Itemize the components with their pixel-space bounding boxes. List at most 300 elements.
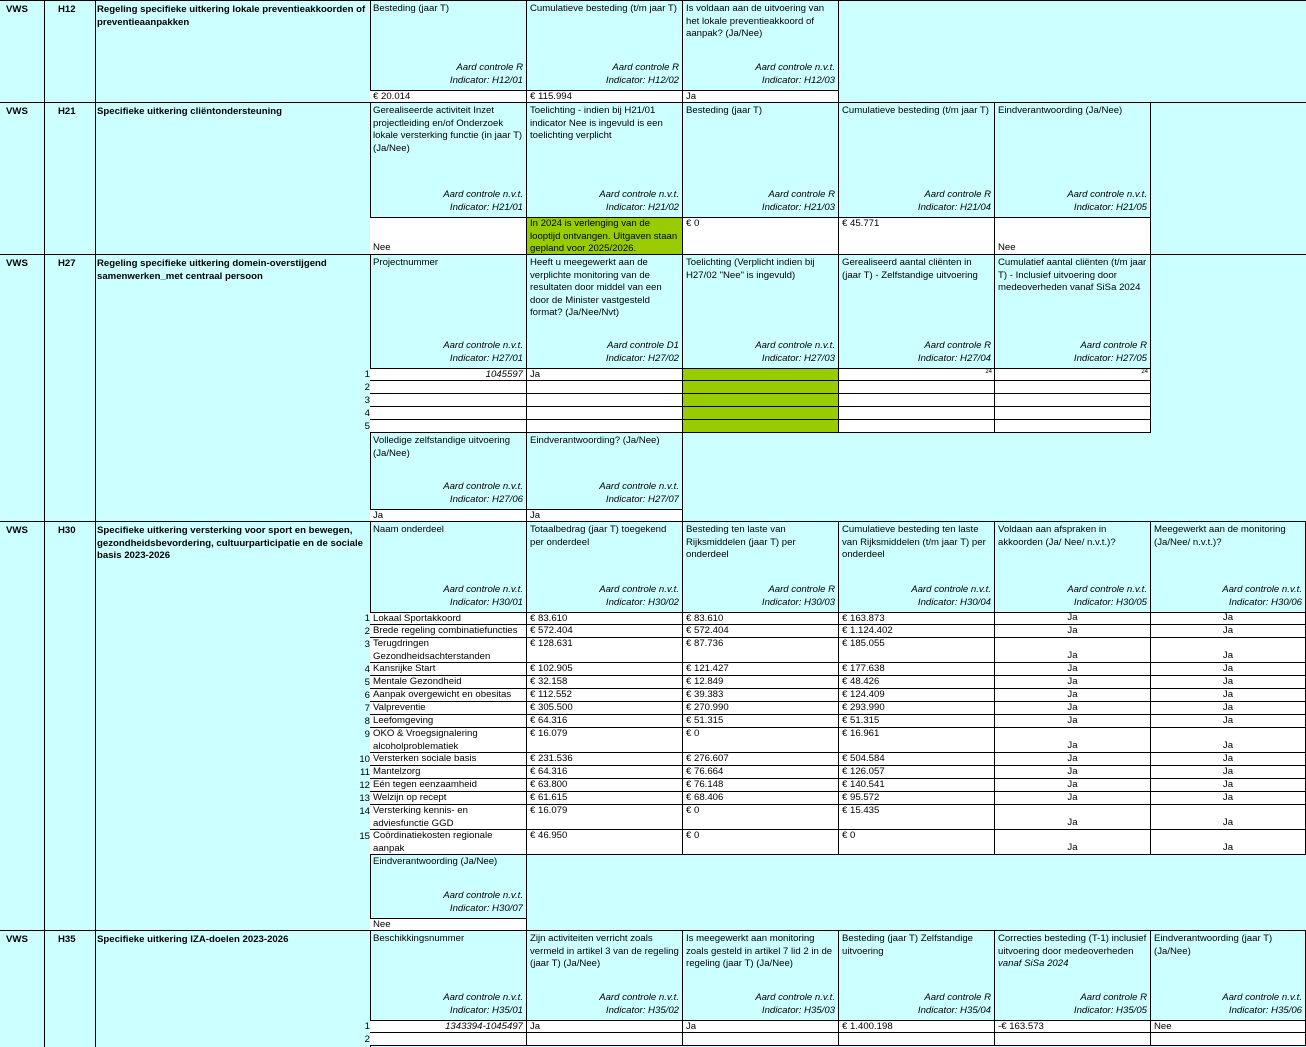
input-cell[interactable] xyxy=(370,217,527,255)
input-cell[interactable]: € 15.435 xyxy=(839,805,995,830)
header-label: Toelichting (Verplicht indien bij H27/02 "Nee" is ingevuld) xyxy=(686,257,815,281)
cell-value: Ja xyxy=(1222,676,1234,687)
cell-value: Ja xyxy=(1222,739,1234,751)
cell-value: Ja xyxy=(1222,649,1234,661)
row-number: 3 xyxy=(364,639,370,650)
header-label: Cumulatief aantal cliënten (t/m jaar T) - Inclusief uitvoering door medeoverheden vanaf SiSa 2024 xyxy=(998,257,1147,293)
header-h30-07 xyxy=(370,854,527,918)
row-number: 1 xyxy=(364,1021,370,1032)
input-cell[interactable]: € 16.079 xyxy=(527,805,683,830)
cell-value: Ja xyxy=(1067,816,1078,828)
input-cell[interactable]: € 87.736 xyxy=(683,638,839,663)
control-type: Aard controle R xyxy=(768,584,835,595)
input-cell[interactable] xyxy=(527,420,683,433)
cell-value: Ja xyxy=(1067,612,1078,623)
header-h30-06 xyxy=(1151,522,1306,612)
indicator-code: Indicator: H27/03 xyxy=(761,352,835,364)
header-h21-03 xyxy=(683,103,839,217)
input-cell[interactable]: € 83.610 xyxy=(683,612,839,625)
input-cell[interactable] xyxy=(995,676,1151,689)
input-cell[interactable] xyxy=(995,792,1151,805)
header-h30-05 xyxy=(995,522,1151,612)
row-number: 1 xyxy=(364,613,370,624)
input-cell[interactable] xyxy=(995,753,1151,766)
row-number: 4 xyxy=(364,664,370,675)
onderdeel-name-cell[interactable]: Lokaal Sportakkoord xyxy=(370,612,527,625)
control-type: Aard controle n.v.t. xyxy=(599,992,679,1003)
input-cell[interactable] xyxy=(1151,612,1306,625)
input-cell[interactable]: € 128.631 xyxy=(527,638,683,663)
indicator-code: Indicator: H27/07 xyxy=(605,493,679,505)
control-type: Aard controle n.v.t. xyxy=(1222,584,1302,595)
indicator-code: Indicator: H30/03 xyxy=(761,596,835,608)
input-cell[interactable] xyxy=(370,407,527,420)
input-cell[interactable] xyxy=(995,420,1151,433)
header-h12-03 xyxy=(683,1,839,90)
control-type: Aard controle n.v.t. xyxy=(1222,992,1302,1003)
header-label: Voldaan aan afspraken in akkoorden (Ja/ Nee/ n.v.t.)? xyxy=(998,524,1116,548)
column-divider xyxy=(44,1,45,103)
column-divider xyxy=(95,103,96,255)
input-cell[interactable]: € 16.961 xyxy=(839,728,995,753)
input-cell[interactable]: € 231.536 xyxy=(527,753,683,766)
input-cell[interactable]: € 64.316 xyxy=(527,715,683,728)
control-type: Aard controle n.v.t. xyxy=(443,890,523,901)
column-divider xyxy=(44,522,45,931)
input-cell[interactable] xyxy=(995,217,1151,255)
onderdeel-name-cell[interactable]: Coördinatiekosten regionale aanpak xyxy=(370,830,527,855)
cell-value: Ja xyxy=(1067,739,1078,751)
header-label: Eindverantwoording? (Ja/Nee) xyxy=(530,435,660,446)
input-cell[interactable]: € 126.057 xyxy=(839,766,995,779)
input-cell[interactable] xyxy=(995,612,1151,625)
header-h27-04 xyxy=(839,255,995,368)
header-h21-05 xyxy=(995,103,1151,217)
ministry-label: VWS xyxy=(6,525,28,536)
indicator-code: Indicator: H35/05 xyxy=(1073,1004,1147,1016)
cell-value: Ja xyxy=(1222,612,1234,623)
input-cell[interactable]: € 12.849 xyxy=(683,676,839,689)
onderdeel-name-cell[interactable]: Aanpak overgewicht en obesitas xyxy=(370,689,527,702)
input-cell[interactable] xyxy=(1151,1033,1306,1046)
header-label: Correcties besteding (T-1) inclusief uitvoering door medeoverheden xyxy=(998,933,1147,957)
onderdeel-name-cell[interactable]: Eén tegen eenzaamheid xyxy=(370,779,527,792)
row-number: 2 xyxy=(364,626,370,637)
input-cell[interactable]: 1343394-1045497 xyxy=(370,1020,527,1033)
input-cell[interactable] xyxy=(683,420,839,433)
input-cell[interactable]: € 76.664 xyxy=(683,766,839,779)
cell-value: Ja xyxy=(1222,753,1234,764)
control-type: Aard controle R xyxy=(924,189,991,200)
input-cell[interactable]: € 270.990 xyxy=(683,702,839,715)
input-cell[interactable] xyxy=(839,381,995,394)
indicator-code: Indicator: H27/01 xyxy=(449,352,523,364)
input-cell[interactable]: € 20.014 xyxy=(370,90,527,103)
cell-value: Ja xyxy=(1067,766,1078,777)
indicator-code: Indicator: H21/03 xyxy=(761,201,835,213)
regulation-title: Specifieke uitkering IZA-doelen 2023-2026 xyxy=(97,934,289,945)
onderdeel-name-cell[interactable]: Versterken sociale basis xyxy=(370,753,527,766)
indicator-code: Indicator: H30/01 xyxy=(449,596,523,608)
input-cell[interactable] xyxy=(527,407,683,420)
input-cell[interactable] xyxy=(995,1033,1151,1046)
header-label: Is meegewerkt aan monitoring zoals gesteld in artikel 7 lid 2 in de regeling (jaar T) (Ja/Nee) xyxy=(686,933,833,969)
input-cell[interactable] xyxy=(995,715,1151,728)
input-cell[interactable]: € 572.404 xyxy=(683,625,839,638)
row-number: 2 xyxy=(364,382,370,393)
header-h30-04 xyxy=(839,522,995,612)
onderdeel-name-cell[interactable]: Valpreventie xyxy=(370,702,527,715)
input-cell[interactable] xyxy=(839,394,995,407)
header-h27-07 xyxy=(527,433,683,509)
header-label: Gerealiseerd aantal cliënten in (jaar T) - Zelfstandige uitvoering xyxy=(842,257,978,281)
input-cell[interactable]: € 51.315 xyxy=(839,715,995,728)
input-cell[interactable] xyxy=(370,420,527,433)
input-cell[interactable] xyxy=(995,805,1151,830)
cell-value: Nee xyxy=(373,241,391,253)
control-type: Aard controle n.v.t. xyxy=(599,584,679,595)
onderdeel-name-cell[interactable]: Mantelzorg xyxy=(370,766,527,779)
input-cell[interactable]: € 0 xyxy=(683,830,839,855)
input-cell[interactable]: -€ 163.573 xyxy=(995,1020,1151,1033)
input-cell[interactable]: € 0 xyxy=(683,728,839,753)
input-cell[interactable]: € 95.572 xyxy=(839,792,995,805)
cell-value: Ja xyxy=(1067,753,1078,764)
cell-value: Ja xyxy=(1222,779,1234,790)
input-cell[interactable]: € 504.584 xyxy=(839,753,995,766)
header-label: Toelichting - indien bij H21/01 indicator Nee is ingevuld is een toelichting verplicht xyxy=(530,105,663,141)
cell-value: 24 xyxy=(985,369,992,375)
row-number: 8 xyxy=(364,716,370,727)
header-label: Zijn activiteiten verricht zoals vermeld in artikel 3 van de regeling (jaar T) (Ja/Nee) xyxy=(530,933,679,969)
input-cell[interactable] xyxy=(370,1033,527,1046)
input-cell[interactable]: € 0 xyxy=(683,217,839,255)
onderdeel-name-cell[interactable]: Leefomgeving xyxy=(370,715,527,728)
header-h35-05 xyxy=(995,931,1151,1020)
input-cell[interactable]: 1045597 xyxy=(370,368,527,381)
input-cell[interactable]: € 115.994 xyxy=(527,90,683,103)
input-cell[interactable]: € 16.079 xyxy=(527,728,683,753)
header-label: Projectnummer xyxy=(373,257,439,268)
cell-value: Ja xyxy=(1067,792,1078,803)
header-label: Is voldaan aan de uitvoering van het lokale preventieakkoord of aanpak? (Ja/Nee) xyxy=(686,3,825,39)
input-cell[interactable]: € 276.607 xyxy=(683,753,839,766)
regulation-title: Regeling specifieke uitkering domein-overstijgend samenwerken_met centraal persoon xyxy=(97,258,327,282)
header-label: Besteding (jaar T) xyxy=(373,3,450,14)
input-cell[interactable] xyxy=(839,368,995,381)
input-cell[interactable] xyxy=(1151,638,1306,663)
regulation-code: H27 xyxy=(58,258,76,269)
row-number: 5 xyxy=(364,677,370,688)
regulation-title: Specifieke uitkering versterking voor sport en bewegen, gezondheidsbevordering, cultuurparticipatie en de sociale basis 2023-2026 xyxy=(97,525,364,561)
input-cell[interactable] xyxy=(1151,715,1306,728)
header-label: Besteding ten laste van Rijksmiddelen (jaar T) per onderdeel xyxy=(686,524,796,560)
control-type: Aard controle n.v.t. xyxy=(1067,584,1147,595)
input-cell[interactable]: € 163.873 xyxy=(839,612,995,625)
header-label: Besteding (jaar T) xyxy=(686,105,763,116)
input-cell[interactable]: Ja xyxy=(370,509,527,522)
control-type: Aard controle n.v.t. xyxy=(443,340,523,351)
input-cell[interactable]: Ja xyxy=(527,509,683,522)
header-h30-02 xyxy=(527,522,683,612)
row-number: 14 xyxy=(359,806,370,817)
row-number: 13 xyxy=(359,793,370,804)
input-cell[interactable] xyxy=(1151,676,1306,689)
control-type: Aard controle R xyxy=(1080,992,1147,1003)
cell-value: Ja xyxy=(1067,779,1078,790)
ministry-label: VWS xyxy=(6,106,28,117)
header-h21-01 xyxy=(370,103,527,217)
section-h21 xyxy=(0,102,1306,254)
header-label: Eindverantwoording (Ja/Nee) xyxy=(998,105,1123,116)
onderdeel-name-cell[interactable]: Welzijn op recept xyxy=(370,792,527,805)
control-type: Aard controle D1 xyxy=(607,340,679,351)
input-cell[interactable] xyxy=(1151,663,1306,676)
header-h27-05 xyxy=(995,255,1151,368)
indicator-code: Indicator: H35/01 xyxy=(449,1004,523,1016)
input-cell[interactable] xyxy=(1151,728,1306,753)
column-divider xyxy=(44,931,45,1047)
onderdeel-name-cell[interactable]: Kansrijke Start xyxy=(370,663,527,676)
input-cell[interactable]: € 83.610 xyxy=(527,612,683,625)
row-number: 6 xyxy=(364,690,370,701)
onderdeel-name-cell[interactable]: Terugdringen Gezondheidsachterstanden xyxy=(370,638,527,663)
input-cell[interactable] xyxy=(683,407,839,420)
indicator-code: Indicator: H30/05 xyxy=(1073,596,1147,608)
input-cell[interactable]: € 68.406 xyxy=(683,792,839,805)
input-cell[interactable] xyxy=(1151,753,1306,766)
control-type: Aard controle n.v.t. xyxy=(443,992,523,1003)
explanation-cell[interactable]: In 2024 is verlenging van de looptijd ontvangen. Uitgaven staan gepland voor 2025/2026. xyxy=(527,217,683,255)
ministry-label: VWS xyxy=(6,4,28,15)
header-label: Meegewerkt aan de monitoring (Ja/Nee/ n.v.t.)? xyxy=(1154,524,1286,548)
cell-value: Ja xyxy=(1222,841,1234,853)
header-h30-03 xyxy=(683,522,839,612)
control-type: Aard controle n.v.t. xyxy=(1067,189,1147,200)
input-cell[interactable]: € 293.990 xyxy=(839,702,995,715)
input-cell[interactable]: € 177.638 xyxy=(839,663,995,676)
input-cell[interactable] xyxy=(995,625,1151,638)
input-cell[interactable] xyxy=(995,689,1151,702)
input-cell[interactable] xyxy=(527,1033,683,1046)
column-divider xyxy=(95,255,96,522)
indicator-code: Indicator: H27/04 xyxy=(917,352,991,364)
cell-value: Ja xyxy=(1222,663,1234,674)
input-cell[interactable] xyxy=(839,407,995,420)
row-number: 5 xyxy=(364,421,370,432)
control-type: Aard controle R xyxy=(924,340,991,351)
input-cell[interactable]: Nee xyxy=(370,918,527,931)
header-h35-06 xyxy=(1151,931,1306,1020)
input-cell[interactable]: € 124.409 xyxy=(839,689,995,702)
input-cell[interactable]: € 0 xyxy=(839,830,995,855)
input-cell[interactable]: € 185.055 xyxy=(839,638,995,663)
column-divider xyxy=(95,931,96,1047)
cell-value: Ja xyxy=(1067,649,1078,661)
input-cell[interactable]: € 0 xyxy=(683,805,839,830)
control-type: Aard controle R xyxy=(612,62,679,73)
onderdeel-name-cell[interactable]: Versterking kennis- en adviesfunctie GGD xyxy=(370,805,527,830)
input-cell[interactable] xyxy=(370,381,527,394)
header-label: Cumulatieve besteding ten laste van Rijksmiddelen (t/m jaar T) per onderdeel xyxy=(842,524,986,560)
header-label: Cumulatieve besteding (t/m jaar T) xyxy=(842,105,989,116)
control-type: Aard controle R xyxy=(768,189,835,200)
indicator-code: Indicator: H30/07 xyxy=(449,902,523,914)
control-type: Aard controle R xyxy=(924,992,991,1003)
input-cell[interactable] xyxy=(1151,625,1306,638)
header-h35-02 xyxy=(527,931,683,1020)
row-number: 1 xyxy=(364,369,370,380)
input-cell[interactable] xyxy=(995,830,1151,855)
input-cell[interactable] xyxy=(527,394,683,407)
cell-value: Ja xyxy=(1067,702,1078,713)
header-label: Eindverantwoording (Ja/Nee) xyxy=(373,856,498,867)
column-divider xyxy=(95,522,96,931)
input-cell[interactable]: € 39.383 xyxy=(683,689,839,702)
input-cell[interactable]: € 572.404 xyxy=(527,625,683,638)
input-cell[interactable] xyxy=(1151,830,1306,855)
header-h35-01 xyxy=(370,931,527,1020)
control-type: Aard controle n.v.t. xyxy=(443,584,523,595)
input-cell[interactable] xyxy=(995,638,1151,663)
row-number: 9 xyxy=(364,729,370,740)
control-type: Aard controle n.v.t. xyxy=(755,992,835,1003)
input-cell[interactable]: € 76.148 xyxy=(683,779,839,792)
header-label: Totaalbedrag (jaar T) toegekend per onderdeel xyxy=(530,524,667,548)
cell-value: Ja xyxy=(1222,689,1234,700)
input-cell[interactable] xyxy=(683,368,839,381)
input-cell[interactable]: Nee xyxy=(1151,1020,1306,1033)
input-cell[interactable] xyxy=(683,394,839,407)
input-cell[interactable]: € 63.800 xyxy=(527,779,683,792)
cell-value: Ja xyxy=(1222,702,1234,713)
input-cell[interactable] xyxy=(683,1033,839,1046)
input-cell[interactable]: € 112.552 xyxy=(527,689,683,702)
input-cell[interactable] xyxy=(995,728,1151,753)
row-number: 7 xyxy=(364,703,370,714)
input-cell[interactable]: € 61.615 xyxy=(527,792,683,805)
regulation-code: H12 xyxy=(58,4,76,15)
input-cell[interactable]: € 32.158 xyxy=(527,676,683,689)
section-h27 xyxy=(0,254,1306,521)
input-cell[interactable]: € 45.771 xyxy=(839,217,995,255)
header-h12-02 xyxy=(527,1,683,90)
input-cell[interactable] xyxy=(995,407,1151,420)
header-label: Beschikkingsnummer xyxy=(373,933,465,944)
header-label: Heeft u meegewerkt aan de verplichte monitoring van de resultaten door middel van een door de Minister vastgesteld format? (Ja/Nee/Nvt) xyxy=(530,257,662,318)
header-label: Volledige zelfstandige uitvoering (Ja/Nee) xyxy=(373,435,511,459)
input-cell[interactable] xyxy=(683,381,839,394)
input-cell[interactable] xyxy=(995,381,1151,394)
column-divider xyxy=(95,1,96,103)
input-cell[interactable] xyxy=(839,1033,995,1046)
control-type: Aard controle n.v.t. xyxy=(755,340,835,351)
cell-value: Ja xyxy=(1067,625,1078,636)
input-cell[interactable] xyxy=(839,420,995,433)
regulation-code: H35 xyxy=(58,934,76,945)
indicator-code: Indicator: H21/05 xyxy=(1073,201,1147,213)
input-cell[interactable]: € 64.316 xyxy=(527,766,683,779)
input-cell[interactable]: € 51.315 xyxy=(683,715,839,728)
input-cell[interactable]: € 48.426 xyxy=(839,676,995,689)
input-cell[interactable]: € 121.427 xyxy=(683,663,839,676)
input-cell[interactable]: Ja xyxy=(683,1020,839,1033)
regulation-code: H21 xyxy=(58,106,76,117)
input-cell[interactable] xyxy=(1151,779,1306,792)
onderdeel-name-cell[interactable]: Brede regeling combinatiefuncties xyxy=(370,625,527,638)
input-cell[interactable]: € 1.124.402 xyxy=(839,625,995,638)
input-cell[interactable] xyxy=(1151,805,1306,830)
input-cell[interactable] xyxy=(995,663,1151,676)
indicator-code: Indicator: H30/06 xyxy=(1228,596,1302,608)
input-cell[interactable] xyxy=(995,766,1151,779)
input-cell[interactable] xyxy=(995,702,1151,715)
input-cell[interactable]: € 102.905 xyxy=(527,663,683,676)
input-cell[interactable] xyxy=(527,381,683,394)
section-h35 xyxy=(0,930,1306,1046)
cell-value: Nee xyxy=(998,241,1016,253)
header-label: Eindverantwoording (jaar T) (Ja/Nee) xyxy=(1154,933,1273,957)
ministry-label: VWS xyxy=(6,934,28,945)
header-h27-01 xyxy=(370,255,527,368)
row-number: 4 xyxy=(364,408,370,419)
cell-value: Ja xyxy=(1067,663,1078,674)
onderdeel-name-cell[interactable]: Mentale Gezondheid xyxy=(370,676,527,689)
cell-value: 24 xyxy=(1141,369,1148,375)
indicator-code: Indicator: H30/02 xyxy=(605,596,679,608)
row-number: 10 xyxy=(359,754,370,765)
onderdeel-name-cell[interactable]: OKO & Vroegsignalering alcoholproblematiek xyxy=(370,728,527,753)
indicator-code: Indicator: H12/03 xyxy=(761,74,835,86)
indicator-code: Indicator: H21/01 xyxy=(449,201,523,213)
header-label: Cumulatieve besteding (t/m jaar T) xyxy=(530,3,677,14)
indicator-code: Indicator: H21/04 xyxy=(917,201,991,213)
header-h12-01 xyxy=(370,1,527,90)
input-cell[interactable]: € 1.400.198 xyxy=(839,1020,995,1033)
control-type: Aard controle n.v.t. xyxy=(599,481,679,492)
indicator-code: Indicator: H27/05 xyxy=(1073,352,1147,364)
control-type: Aard controle n.v.t. xyxy=(443,481,523,492)
input-cell[interactable]: Ja xyxy=(527,1020,683,1033)
input-cell[interactable] xyxy=(1151,766,1306,779)
header-h30-01 xyxy=(370,522,527,612)
input-cell[interactable] xyxy=(1151,689,1306,702)
input-cell[interactable]: Ja xyxy=(683,90,839,103)
input-cell[interactable] xyxy=(995,368,1151,381)
indicator-code: Indicator: H35/02 xyxy=(605,1004,679,1016)
input-cell[interactable]: € 305.500 xyxy=(527,702,683,715)
ministry-label: VWS xyxy=(6,258,28,269)
cell-value: Ja xyxy=(1222,715,1234,726)
input-cell[interactable] xyxy=(1151,792,1306,805)
indicator-code: Indicator: H35/06 xyxy=(1228,1004,1302,1016)
input-cell[interactable]: Ja xyxy=(527,368,683,381)
input-cell[interactable]: € 140.541 xyxy=(839,779,995,792)
indicator-code: Indicator: H12/02 xyxy=(605,74,679,86)
row-number: 15 xyxy=(359,831,370,842)
row-number: 2 xyxy=(364,1034,370,1045)
input-cell[interactable] xyxy=(1151,702,1306,715)
input-cell[interactable] xyxy=(995,779,1151,792)
header-h21-04 xyxy=(839,103,995,217)
cell-value: Ja xyxy=(1067,689,1078,700)
regulation-title: Regeling specifieke uitkering lokale preventieakkoorden of preventieaanpakken xyxy=(97,4,366,28)
input-cell[interactable] xyxy=(995,394,1151,407)
input-cell[interactable]: € 46.950 xyxy=(527,830,683,855)
cell-value: Ja xyxy=(1067,715,1078,726)
input-cell[interactable] xyxy=(370,394,527,407)
regulation-title: Specifieke uitkering cliëntondersteuning xyxy=(97,106,282,117)
